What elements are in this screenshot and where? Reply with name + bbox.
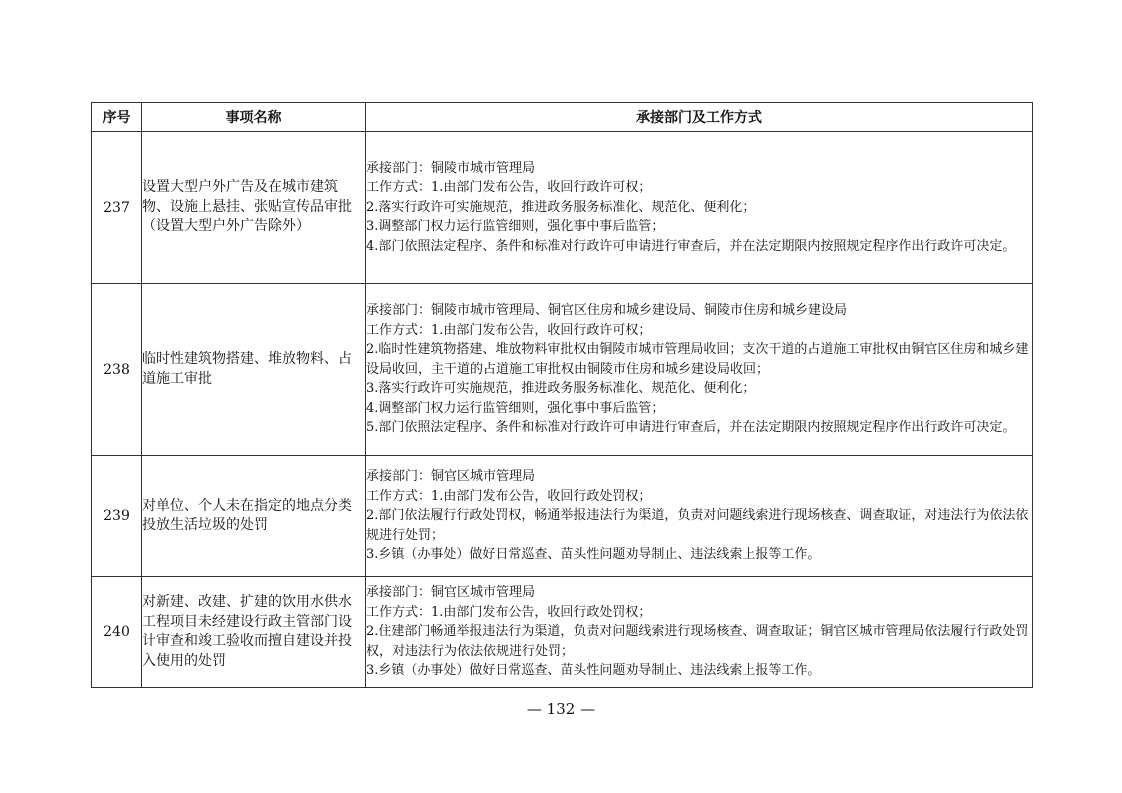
detail-line: 工作方式：1.由部门发布公告，收回行政处罚权；: [366, 604, 652, 620]
row-item-name: 对单位、个人未在指定的地点分类投放生活垃圾的处罚: [142, 456, 366, 577]
detail-line: 承接部门：铜陵市城市管理局、铜官区住房和城乡建设局、铜陵市住房和城乡建设局: [366, 302, 848, 318]
detail-line: 4.部门依照法定程序、条件和标准对行政许可申请进行审查后，并在法定期限内按照规定程序作出行政许可决定。: [366, 238, 1016, 254]
page-number: — 132 —: [526, 700, 596, 718]
detail-line: 3.落实行政许可实施规范，推进政务服务标准化、规范化、便利化；: [366, 381, 756, 397]
row-item-name: 临时性建筑物搭建、堆放物料、占道施工审批: [142, 284, 366, 456]
header-row: [92, 103, 1033, 132]
row-detail: [366, 456, 1033, 577]
row-item-name: 设置大型户外广告及在城市建筑物、设施上悬挂、张贴宣传品审批（设置大型户外广告除外）: [142, 132, 366, 284]
detail-line: 2.部门依法履行行政处罚权，畅通举报违法行为渠道，负责对问题线索进行现场核查、调查取证，对违法行为依法依规进行处罚；: [366, 508, 1029, 543]
row-serial: 238: [92, 284, 142, 456]
header-serial: 序号: [92, 103, 142, 132]
header-item-name: 事项名称: [142, 103, 366, 132]
header-department-method: 承接部门及工作方式: [366, 103, 1033, 132]
row-serial: 237: [92, 132, 142, 284]
row-detail: [366, 284, 1033, 456]
table-row: [92, 577, 1033, 688]
detail-line: 2.住建部门畅通举报违法行为渠道，负责对问题线索进行现场核查、调查取证；铜官区城市管理局依法履行行政处罚权，对违法行为依法依规进行处罚；: [366, 624, 1029, 659]
row-detail: [366, 132, 1033, 284]
detail-line: 工作方式：1.由部门发布公告，收回行政许可权；: [366, 180, 652, 196]
detail-line: 承接部门：铜官区城市管理局: [366, 585, 536, 601]
table-row: [92, 456, 1033, 577]
detail-line: 承接部门：铜官区城市管理局: [366, 469, 536, 485]
table-row: [92, 284, 1033, 456]
items-table: [91, 102, 1033, 688]
detail-line: 承接部门：铜陵市城市管理局: [366, 160, 536, 176]
detail-line: 3.乡镇（办事处）做好日常巡查、苗头性问题劝导制止、违法线索上报等工作。: [366, 663, 821, 679]
table-row: [92, 132, 1033, 284]
detail-line: 2.落实行政许可实施规范，推进政务服务标准化、规范化、便利化；: [366, 199, 756, 215]
row-item-name: 对新建、改建、扩建的饮用水供水工程项目未经建设行政主管部门设计审查和竣工验收而擅自建设并投入使用的处罚: [142, 577, 366, 688]
detail-line: 3.调整部门权力运行监管细则，强化事中事后监管；: [366, 219, 665, 235]
detail-line: 工作方式：1.由部门发布公告，收回行政处罚权；: [366, 488, 652, 504]
detail-line: 2.临时性建筑物搭建、堆放物料审批权由铜陵市城市管理局收回；支次干道的占道施工审批权由铜官区住房和城乡建设局收回，主干道的占道施工审批权由铜陵市住房和城乡建设局收回；: [366, 342, 1029, 377]
detail-line: 工作方式：1.由部门发布公告，收回行政许可权；: [366, 322, 652, 338]
row-serial: 239: [92, 456, 142, 577]
detail-line: 4.调整部门权力运行监管细则，强化事中事后监管；: [366, 400, 665, 416]
detail-line: 3.乡镇（办事处）做好日常巡查、苗头性问题劝导制止、违法线索上报等工作。: [366, 547, 821, 563]
detail-line: 5.部门依照法定程序、条件和标准对行政许可申请进行审查后，并在法定期限内按照规定程序作出行政许可决定。: [366, 420, 1016, 436]
row-detail: [366, 577, 1033, 688]
row-serial: 240: [92, 577, 142, 688]
